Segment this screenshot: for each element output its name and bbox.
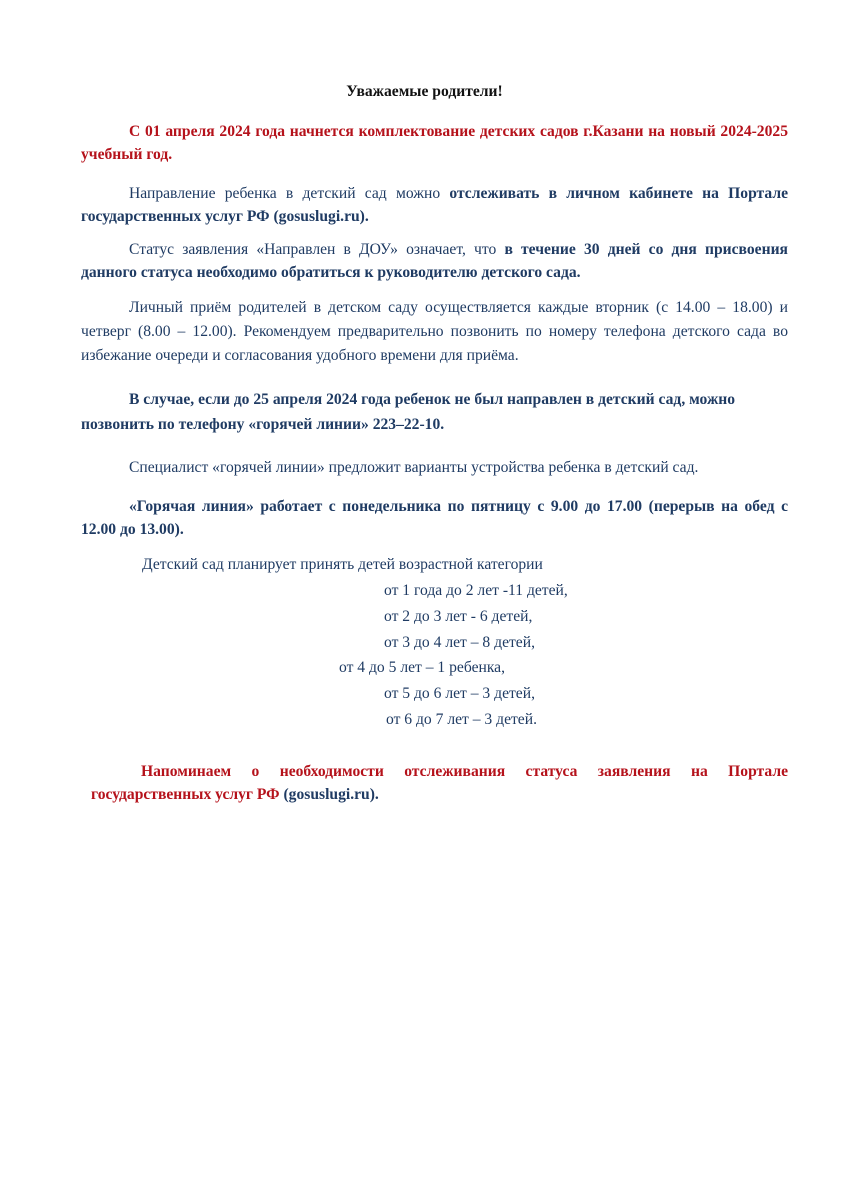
reminder-site-text: (gosuslugi.ru).: [283, 786, 379, 803]
paragraph-reception: [81, 296, 788, 368]
paragraph-enrollment-start: [81, 120, 788, 166]
plan-intro: Детский сад планирует принять детей возрастной категории: [142, 556, 543, 573]
status-normal-text: Статус заявления «Направлен в ДОУ» означает, что: [129, 241, 505, 258]
age-group-1: от 1 года до 2 лет -11 детей,: [384, 582, 568, 599]
page-title: Уважаемые родители!: [346, 83, 503, 100]
reminder-red-text: Напоминаем о необходимости отслеживания статуса заявления на Портале государственных услуг РФ: [91, 763, 788, 803]
paragraph-hotline-call: [81, 388, 788, 411]
paragraph-status: [81, 238, 788, 284]
age-group-5: от 5 до 6 лет – 3 детей,: [384, 685, 535, 702]
status-bold-text: в течение 30 дней со дня присвоения данного статуса необходимо обратиться к руководителю детского сада.: [81, 241, 788, 281]
paragraph-specialist: [81, 456, 788, 479]
hotline-hours-text: «Горячая линия» работает с понедельника по пятницу с 9.00 до 17.00 (перерыв на обед с 12.00 до 13.00).: [81, 498, 788, 538]
paragraph-tracking: [81, 182, 788, 228]
age-group-2: от 2 до 3 лет - 6 детей,: [384, 608, 533, 625]
age-group-4: от 4 до 5 лет – 1 ребенка,: [339, 659, 506, 676]
age-group-3: от 3 до 4 лет – 8 детей,: [384, 634, 535, 651]
tracking-normal-text: Направление ребенка в детский сад можно: [129, 185, 450, 202]
tracking-bold-text: отслеживать в личном кабинете на Портале государственных услуг РФ (gosuslugi.ru).: [81, 185, 788, 225]
hotline-call-navy-text: В случае, если до 25 апреля 2024 года ребенок не был направлен в детский сад, можно: [129, 391, 736, 408]
hotline-phone-text: позвонить по телефону «горячей линии» 223–22-10.: [81, 416, 445, 433]
specialist-text: Специалист «горячей линии» предложит варианты устройства ребенка в детский сад.: [129, 459, 699, 476]
age-group-6: от 6 до 7 лет – 3 детей.: [386, 711, 537, 728]
reception-text: Личный приём родителей в детском саду осуществляется каждые вторник (с 14.00 – 18.00) и четверг (8.00 – 12.00). Рекомендуем предварительно позвонить по номеру телефона детского сада во избежание очереди и согласования удобного времени для приёма.: [81, 299, 788, 364]
paragraph-reminder: [91, 760, 788, 806]
paragraph-hotline-hours: [81, 495, 788, 541]
enrollment-start-text: С 01 апреля 2024 года начнется комплектование детских садов г.Казани на новый 2024-2025 учебный год.: [81, 123, 788, 163]
